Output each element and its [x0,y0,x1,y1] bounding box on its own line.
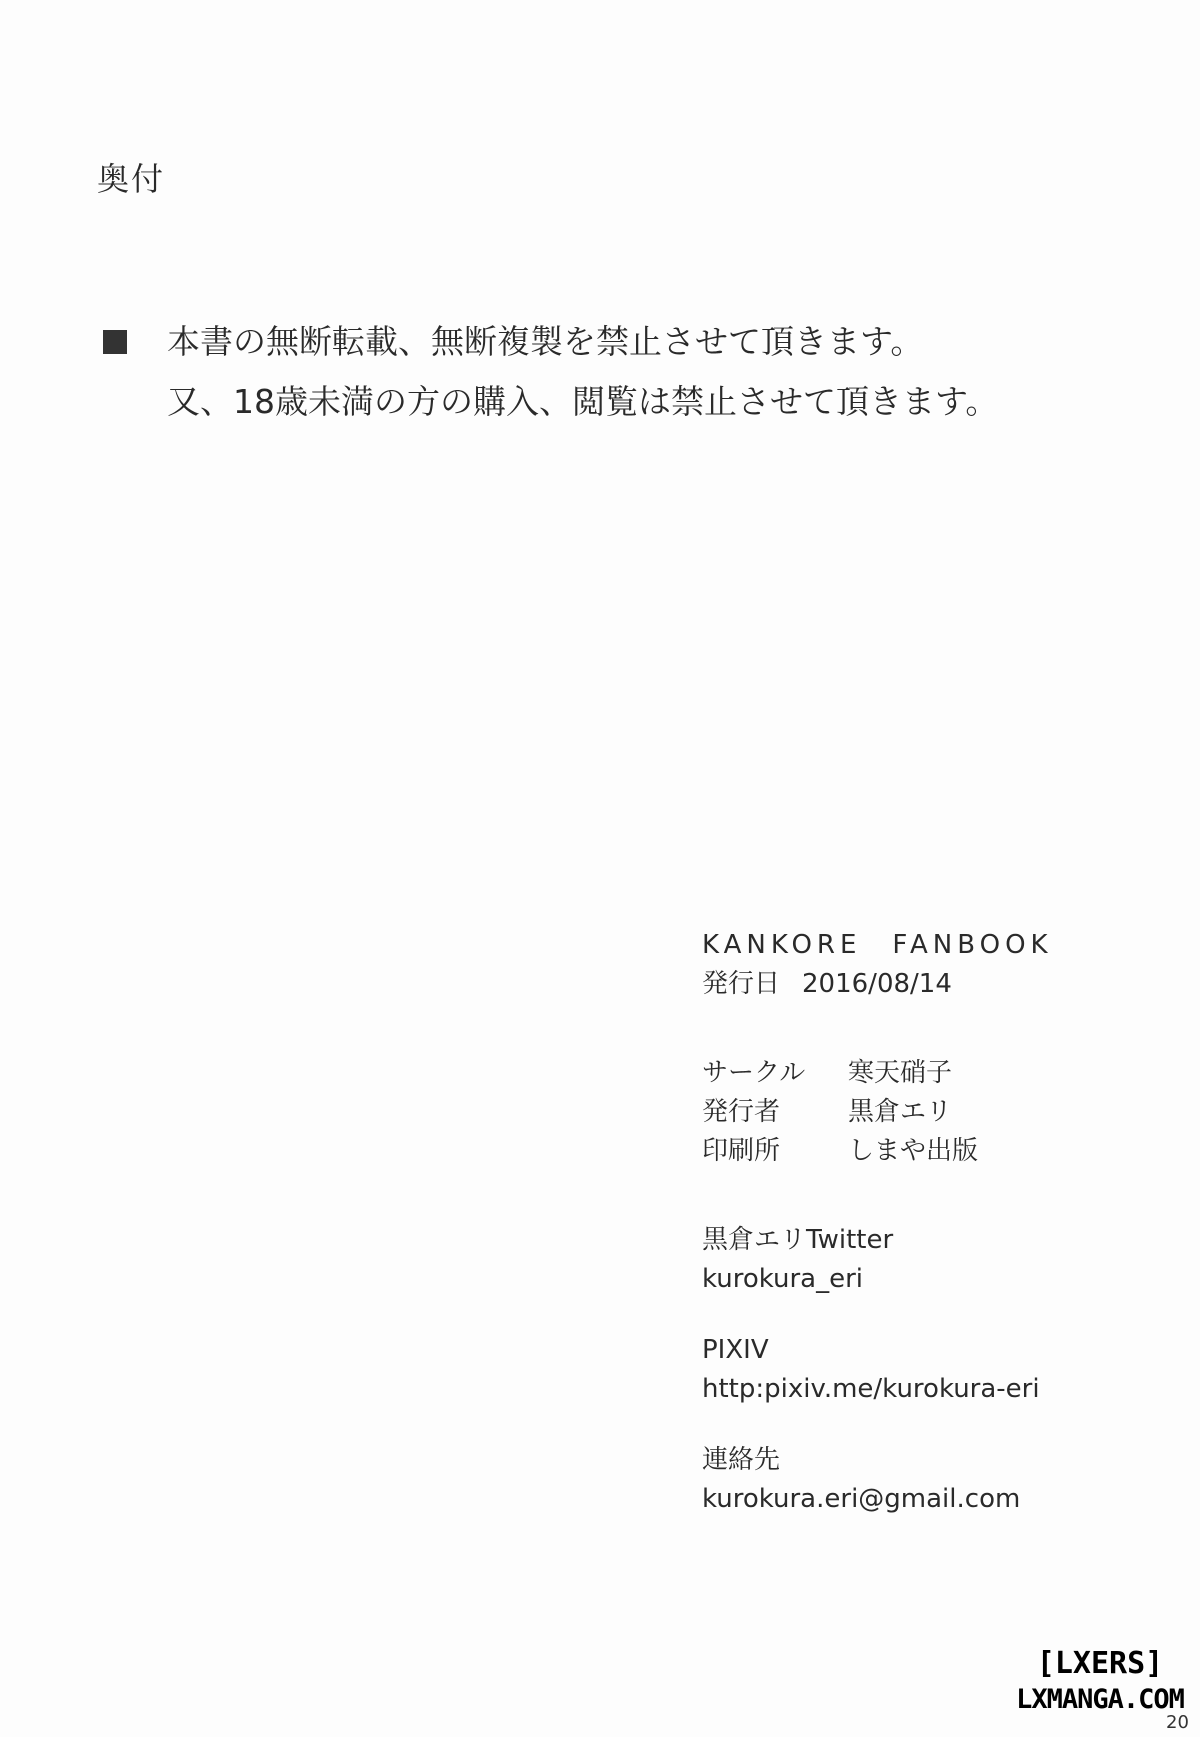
contact-email: kurokura.eri@gmail.com [702,1484,1021,1514]
issue-date-row [702,965,1053,1004]
notice-text-2: 又、18歳未満の方の購入、閲覧は禁止させて頂きます。 [167,382,999,421]
notice-line-2 [103,372,998,432]
page-number: 20 [1166,1712,1189,1733]
publisher-row [702,1093,1053,1132]
page-heading: 奥付 [97,160,166,198]
printer-row [702,1132,1053,1171]
circle-label: サークル [702,1058,806,1088]
publisher-label: 発行者 [702,1097,781,1127]
issue-date-value: 2016/08/14 [802,969,952,999]
printer-label: 印刷所 [702,1136,781,1166]
watermark-line-2: LXMANGA.COM [1016,1684,1184,1715]
twitter-label: 黒倉エリTwitter [702,1225,894,1255]
square-bullet-icon [103,330,127,354]
copyright-notice [103,312,998,432]
site-watermark [1005,1645,1195,1717]
colophon [702,926,1053,1519]
book-title: KANKORE FANBOOK [702,930,1053,960]
pixiv-label: PIXIV [702,1335,769,1365]
watermark-line-1: [LXERS] [1036,1646,1164,1681]
publisher-value: 黒倉エリ [848,1097,953,1127]
circle-row [702,1054,1053,1093]
twitter-handle: kurokura_eri [702,1264,864,1294]
printer-value: しまや出版 [848,1136,979,1166]
circle-value: 寒天硝子 [848,1058,953,1088]
issue-date-label: 発行日 [702,969,781,999]
notice-text-1: 本書の無断転載、無断複製を禁止させて頂きます。 [167,322,924,361]
pixiv-link: http:pixiv.me/kurokura-eri [702,1374,1040,1404]
contact-label: 連絡先 [702,1445,781,1475]
notice-line-1 [103,312,998,372]
